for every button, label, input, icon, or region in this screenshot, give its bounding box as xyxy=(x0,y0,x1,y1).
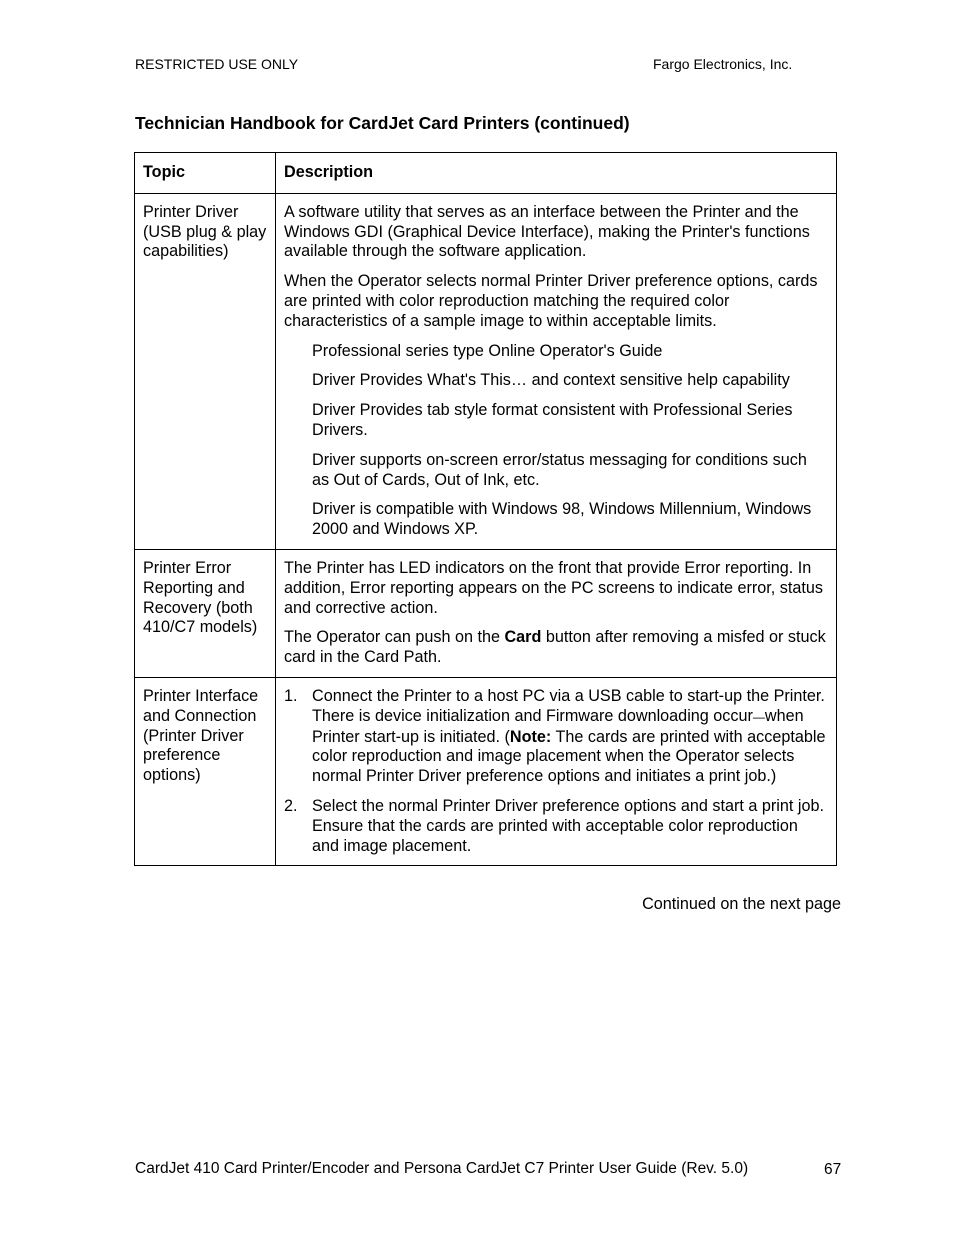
list-item: Driver is compatible with Windows 98, Windows Millennium, Windows 2000 and Windows XP. xyxy=(312,500,812,539)
header-left: RESTRICTED USE ONLY xyxy=(135,56,299,72)
table-row xyxy=(135,193,837,549)
table-row xyxy=(135,549,837,677)
topic-cell: Printer Error Reporting and Recovery (both 410/C7 models) xyxy=(135,549,276,677)
page-number: 67 xyxy=(824,1161,842,1178)
column-header-topic: Topic xyxy=(135,153,276,194)
list-item: Driver Provides tab style format consistent with Professional Series Drivers. xyxy=(312,401,793,439)
topic-cell: Printer Interface and Connection (Printer Driver preference options) xyxy=(135,677,276,865)
header-right: Fargo Electronics, Inc. xyxy=(653,56,793,72)
steps-list xyxy=(284,687,828,856)
list-item: 1. Connect the Printer to a host PC via a USB cable to start-up the Printer. There is device initialization and Firmware downloading occur—when Printer start-up is initiated. (Note: The cards are printed with acceptable color reproduction and image placement when the Operator selects normal Printer Driver preference options and initiates a print job.) xyxy=(284,686,826,786)
column-header-description: Description xyxy=(276,153,837,194)
list-item: Professional series type Online Operator's Guide xyxy=(312,341,663,360)
description-cell xyxy=(276,193,837,549)
paragraph: A software utility that serves as an interface between the Printer and the Windows GDI (Graphical Device Interface), making the Printer's functions available through the software application. xyxy=(284,202,810,261)
step-number: 2. xyxy=(284,796,298,815)
paragraph: When the Operator selects normal Printer Driver preference options, cards are printed with color reproduction matching the required color characteristics of a sample image to within acceptable limits. xyxy=(284,272,818,330)
paragraph: The Operator can push on the Card button after removing a misfed or stuck card in the Card Path. xyxy=(284,628,826,667)
continued-note: Continued on the next page xyxy=(642,895,841,913)
list-item: 2. Select the normal Printer Driver preference options and start a print job. Ensure that the cards are printed with acceptable color reproduction and image placement. xyxy=(284,796,824,855)
handbook-table xyxy=(134,152,837,866)
table-row xyxy=(135,677,837,865)
card-button-label: Card xyxy=(504,628,542,647)
description-cell xyxy=(276,677,837,865)
footer-title: CardJet 410 Card Printer/Encoder and Persona CardJet C7 Printer User Guide (Rev. 5.0) xyxy=(135,1160,749,1177)
list-item: Driver Provides What's This… and context sensitive help capability xyxy=(312,371,790,390)
topic-cell: Printer Driver (USB plug & play capabilities) xyxy=(135,193,276,549)
description-cell xyxy=(276,549,837,677)
table-header-row xyxy=(135,153,837,194)
page-title: Technician Handbook for CardJet Card Printers (continued) xyxy=(135,113,630,133)
paragraph: The Printer has LED indicators on the front that provide Error reporting. In addition, Error reporting appears on the PC screens to indicate error, status and corrective action. xyxy=(284,558,823,617)
note-label: Note: xyxy=(509,727,552,746)
list-item: Driver supports on-screen error/status messaging for conditions such as Out of Cards, Out of Ink, etc. xyxy=(312,450,807,489)
step-number: 1. xyxy=(284,686,298,705)
